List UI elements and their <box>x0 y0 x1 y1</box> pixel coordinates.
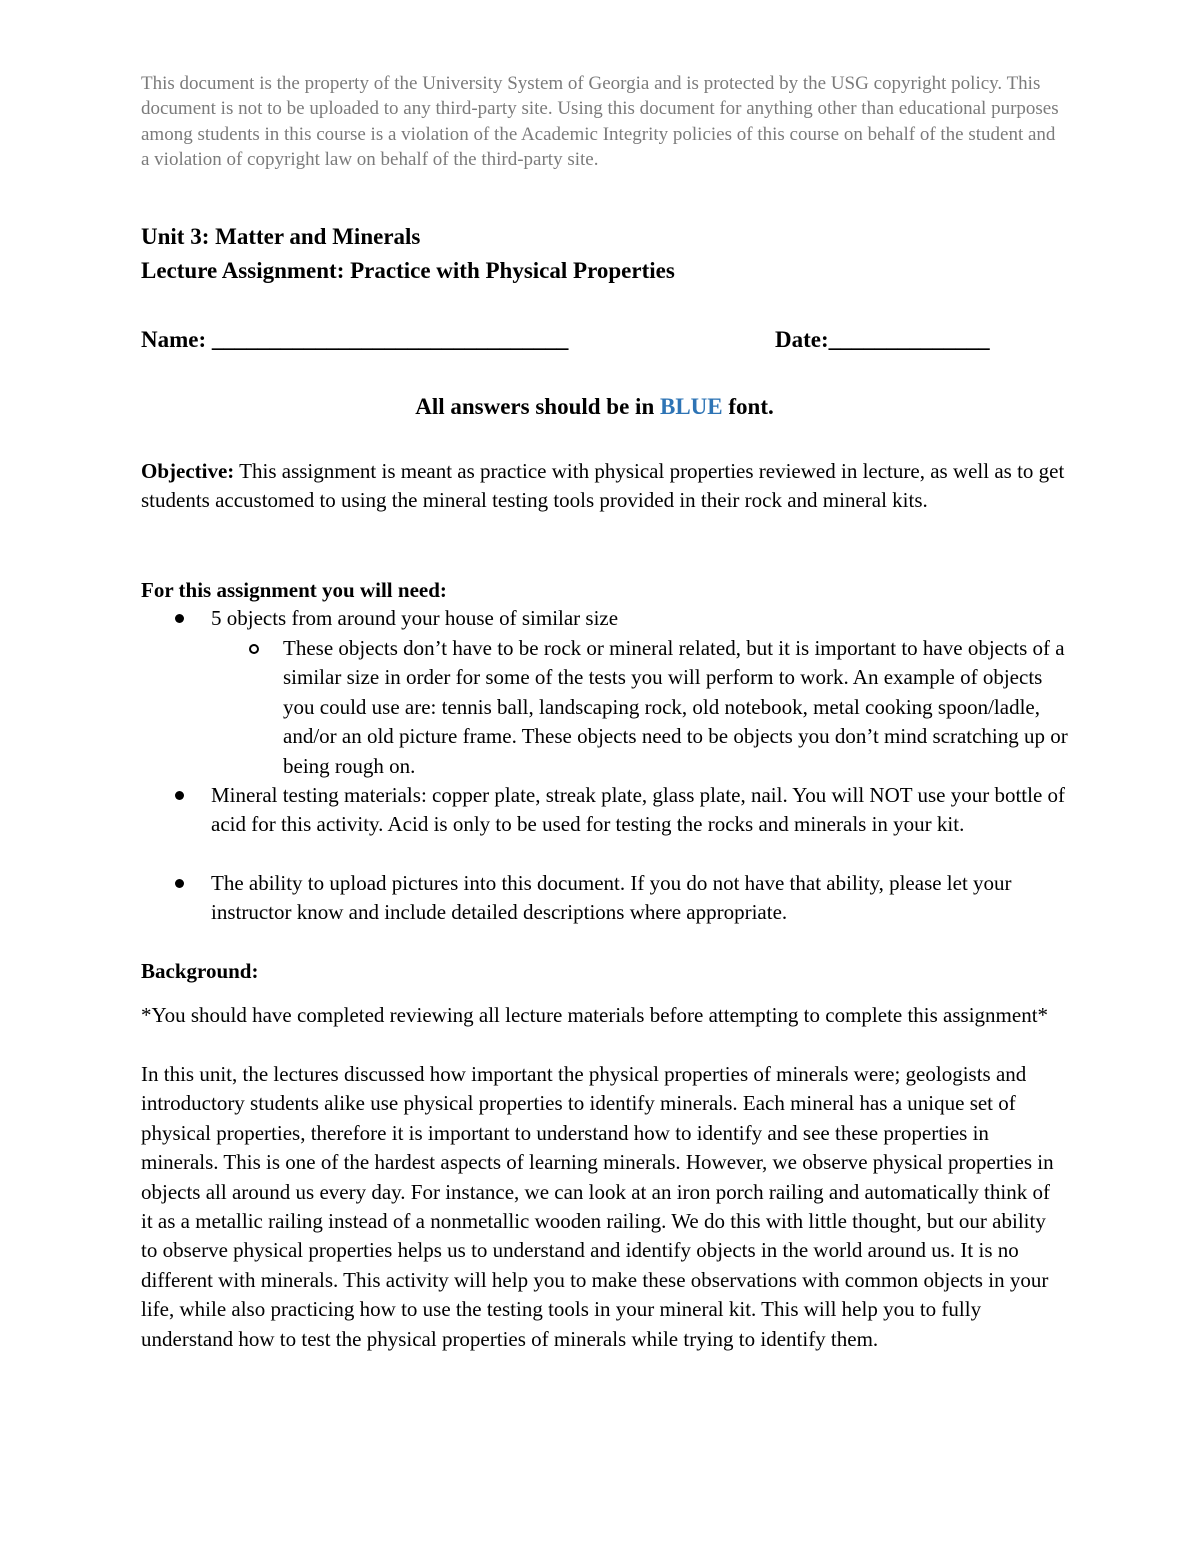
materials-heading: For this assignment you will need: <box>141 578 447 602</box>
answers-instruction-blue-word: BLUE <box>660 394 723 419</box>
answers-instruction <box>0 392 1189 422</box>
background-note: *You should have completed reviewing all lecture materials before attempting to complete this assignment* <box>141 1003 1049 1027</box>
background-paragraph: In this unit, the lectures discussed how important the physical properties of minerals were; geologists and introductory students alike use physical properties to identify minerals. Each mineral has a unique set of physical properties, therefore it is important to understand how to identify and see these properties in minerals. This is one of the hardest aspects of learning minerals. However, we observe physical properties in objects all around us every day. For instance, we can look at an iron porch railing and automatically think of it as a metallic railing instead of a nonmetallic wooden railing. We do this with little thought, but our ability to observe physical properties helps us to understand and identify objects in the world around us. It is no different with minerals. This activity will help you to make these observations with common objects in your life, while also practicing how to use the testing tools in your mineral kit. This will help you to fully understand how to test the physical properties of minerals while trying to identify them. <box>141 1062 1054 1351</box>
answers-instruction-end: font. <box>722 394 774 419</box>
name-field-line: Name: _______________________________ <box>141 327 569 352</box>
materials-list-item: 5 objects from around your house of similar size <box>211 606 619 630</box>
objective-label: Objective: <box>141 459 235 483</box>
background-heading: Background: <box>141 959 259 983</box>
answers-instruction-start: All answers should be in <box>415 394 660 419</box>
copyright-notice: This document is the property of the University System of Georgia and is protected by the USG copyright policy. This document is not to be uploaded to any third-party site. Using this document for anything other than educational purposes among students in this course is a violation of the Academic Integrity policies of this course on behalf of the student and a violation of copyright law on behalf of the third-party site. <box>141 73 1059 170</box>
objective-text: This assignment is meant as practice with physical properties reviewed in lecture, as well as to get students accustomed to using the mineral testing tools provided in their rock and mineral kits. <box>141 459 1065 513</box>
bullet-icon <box>175 614 184 623</box>
materials-sub-item: These objects don’t have to be rock or mineral related, but it is important to have objects of a similar size in order for some of the tests you will perform to work. An example of objects you could use are: tennis ball, landscaping rock, old notebook, metal cooking spoon/ladle, and/or an old picture frame. These objects need to be objects you don’t mind scratching up or being rough on. <box>283 636 1068 778</box>
bullet-icon <box>175 879 184 888</box>
unit-title: Unit 3: Matter and Minerals <box>141 224 421 249</box>
date-field-line: Date:______________ <box>775 327 990 352</box>
objective-paragraph <box>141 457 1066 516</box>
lecture-title: Lecture Assignment: Practice with Physical Properties <box>141 258 675 283</box>
bullet-icon <box>175 791 184 800</box>
sub-bullet-icon <box>249 644 259 654</box>
materials-list-item: Mineral testing materials: copper plate, streak plate, glass plate, nail. You will NOT use your bottle of acid for this activity. Acid is only to be used for testing the rocks and minerals in your kit. <box>211 783 1066 837</box>
materials-list-item: The ability to upload pictures into this document. If you do not have that ability, please let your instructor know and include detailed descriptions where appropriate. <box>211 871 1012 925</box>
